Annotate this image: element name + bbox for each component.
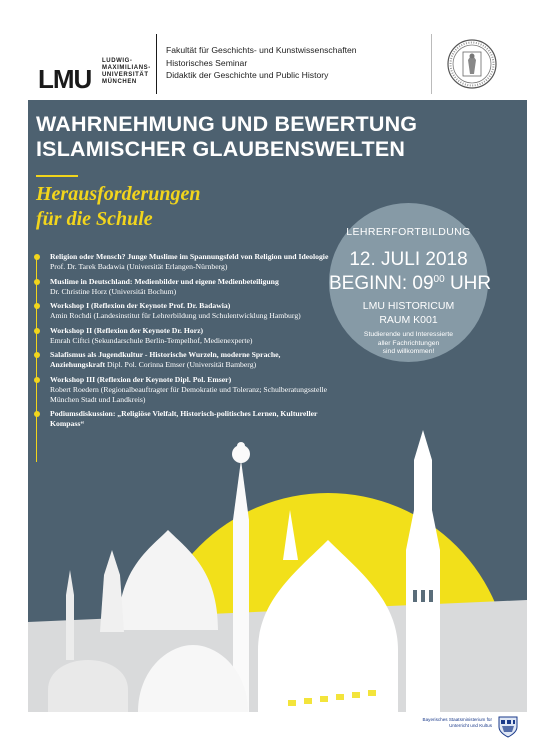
poster-subtitle [36,182,200,232]
bullet-dot-icon [34,254,40,260]
program-item-title: Religion oder Mensch? Junge Muslime im Spannungsfeld von Religion und Ideologie [50,252,329,261]
bullet-dot-icon [34,279,40,285]
event-type: LEHRERFORTBILDUNG [346,226,471,238]
header-band [38,34,499,94]
ministry-logo-text [414,717,492,729]
audience-note-line: sind willkommen! [382,348,435,356]
faculty-block [166,44,357,82]
program-item-speaker: Robert Roedern (Regionalbeauftragter für Demokratie und Toleranz; Schulberatungsstelle München Stadt und Landkreis) [50,384,328,404]
minaret-shape [66,570,74,660]
lmu-logo[interactable] [38,34,156,94]
university-name-line: MÜNCHEN [102,79,137,85]
program-item [36,277,336,297]
event-date: 12. JULI 2018 [349,249,468,270]
venue-room: RAUM K001 [379,314,438,326]
poster-title [36,112,417,162]
poster-panel [28,100,527,712]
program-item-title: Workshop III (Reflexion der Keynote Dipl. Pol. Emser) [50,374,232,384]
event-badge [329,203,492,362]
bullet-dot-icon [34,352,40,358]
bavarian-crest-icon [497,714,519,738]
program-item-title: Salafismus als Jugendkultur - Historische Wurzeln, moderne Sprache, Anziehungskraft [50,350,281,369]
program-item-title: Workshop II (Reflexion der Keynote Dr. Horz) [50,325,204,335]
program-item-title: Podiumsdiskussion: „Religiöse Vielfalt, Historisch-politisches Lernen, Kultureller Kompass“ [50,409,318,428]
lmu-logo-mark: LMU [38,64,92,94]
seminar-line: Historisches Seminar [166,57,248,68]
bullet-dot-icon [34,303,40,309]
faculty-line: Fakultät für Geschichts- und Kunstwissenschaften [166,45,357,55]
ministry-line: Bayerisches Staatsministerium für [422,717,492,722]
start-time-suffix: UHR [444,273,492,294]
ministry-line: Unterricht und Kultus [449,723,492,728]
event-start-time [329,273,492,295]
start-time-minutes: 00 [433,274,445,285]
program-item-title: Workshop I (Reflexion der Keynote Prof. Dr. Badawia) [50,301,231,310]
start-time-prefix: BEGINN: 09 [329,273,434,294]
minaret-shape [100,550,124,632]
title-line: WAHRNEHMUNG UND BEWERTUNG [36,112,418,136]
university-name [102,58,158,86]
university-name-line: MAXIMILIANS- [102,65,151,71]
program-item-speaker: Prof. Dr. Tarek Badawia (Universität Erlangen-Nürnberg) [50,262,228,271]
bullet-dot-icon [34,377,40,383]
university-name-line: UNIVERSITÄT [102,72,149,78]
program-item [36,326,336,346]
accent-rule [36,175,78,177]
bullet-dot-icon [34,328,40,334]
university-seal-icon [446,38,498,90]
seal-divider [431,34,432,94]
mosque-skyline-illustration [28,400,527,712]
header-divider [156,34,157,94]
subtitle-line: Herausforderungen [36,183,201,205]
venue-name: LMU HISTORICUM [362,300,455,312]
subtitle-line: für die Schule [36,208,153,230]
title-line: ISLAMISCHER GLAUBENSWELTEN [36,137,406,161]
program-item-title: Muslime in Deutschland: Medienbilder und eigene Medienbeteiligung [50,276,279,286]
department-line: Didaktik der Geschichte und Public History [166,70,329,80]
program-item-speaker: Dr. Christine Horz (Universität Bochum) [50,286,177,296]
program-item-speaker: Dipl. Pol. Corinna Emser (Universität Bamberg) [107,360,257,369]
program-item-speaker: Amin Rochdi (Landesinstitut für Lehrerbildung und Schulentwicklung Hamburg) [50,311,301,320]
audience-note-line: Studierende und Interessierte [363,331,454,338]
university-name-line: LUDWIG- [102,58,133,64]
audience-note-line: aller Fachrichtungen [377,339,440,347]
program-item [36,252,336,272]
event-venue [329,299,488,327]
program-item-speaker: Emrah Ciftci (Sekundarschule Berlin-Tempelhof, Medienexperte) [50,335,253,345]
audience-note [329,331,488,357]
program-item [36,350,336,370]
minaret-shape [406,430,440,712]
program-item [36,301,336,321]
